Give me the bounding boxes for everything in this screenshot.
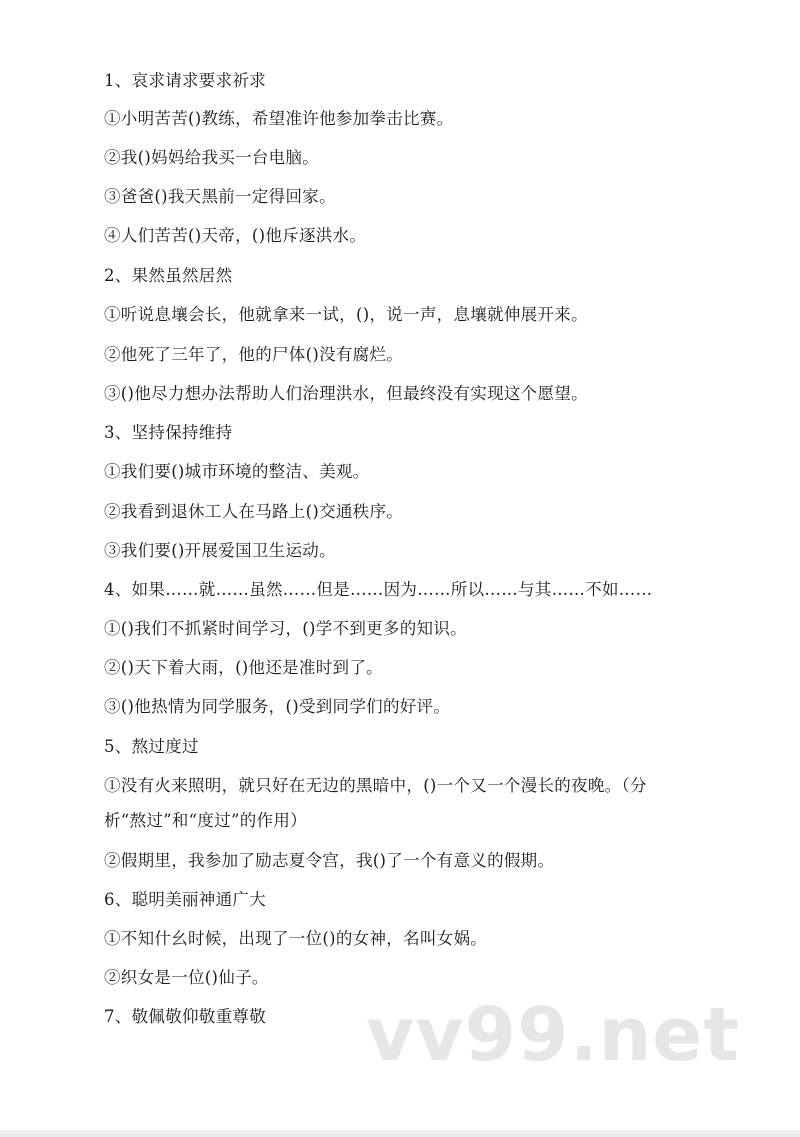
exercise-item: ①()我们不抓紧时间学习，()学不到更多的知识。 (104, 619, 467, 638)
exercise-item: ②我()妈妈给我买一台电脑。 (104, 148, 320, 167)
section-heading-2: 2、果然虽然居然 (104, 266, 233, 285)
exercise-item: ②织女是一位()仙子。 (104, 968, 269, 987)
section-heading-1: 1、哀求请求要求祈求 (104, 71, 266, 90)
exercise-item: ①听说息壤会长，他就拿来一试，()，说一声，息壤就伸展开来。 (104, 305, 588, 324)
exercise-item: ①小明苦苦()教练，希望准许他参加拳击比赛。 (104, 109, 454, 128)
section-heading-5: 5、熬过度过 (104, 737, 199, 756)
exercise-item: ④人们苦苦()天帝，()他斥逐洪水。 (104, 226, 367, 245)
exercise-item: ③()他热情为同学服务，()受到同学们的好评。 (104, 697, 451, 716)
exercise-item: ①我们要()城市环境的整洁、美观。 (104, 462, 370, 481)
exercise-item: ②我看到退休工人在马路上()交通秩序。 (104, 502, 404, 521)
exercise-item: ①不知什幺时候，出现了一位()的女神，名叫女娲。 (104, 929, 488, 948)
section-heading-7: 7、敬佩敬仰敬重尊敬 (104, 1007, 266, 1026)
exercise-item: ①没有火来照明，就只好在无边的黑暗中，()一个又一个漫长的夜晚。（分 (104, 776, 647, 795)
exercise-item-continuation: 析“熬过”和“度过”的作用） (104, 811, 307, 830)
exercise-item: ③爸爸()我天黑前一定得回家。 (104, 187, 336, 206)
exercise-item: ②假期里，我参加了励志夏令宫，我()了一个有意义的假期。 (104, 851, 555, 870)
exercise-item: ②他死了三年了，他的尸体()没有腐烂。 (104, 345, 404, 364)
page-bottom-edge (0, 1130, 800, 1137)
exercise-item: ②()天下着大雨，()他还是准时到了。 (104, 658, 383, 677)
watermark: vv99.net (366, 992, 740, 1078)
exercise-item: ③我们要()开展爱国卫生运动。 (104, 541, 336, 560)
section-heading-3: 3、坚持保持维持 (104, 423, 233, 442)
exercise-item: ③()他尽力想办法帮助人们治理洪水，但最终没有实现这个愿望。 (104, 384, 588, 403)
section-heading-6: 6、聪明美丽神通广大 (104, 890, 266, 909)
section-heading-4: 4、如果……就……虽然……但是……因为……所以……与其……不如…… (104, 580, 653, 599)
